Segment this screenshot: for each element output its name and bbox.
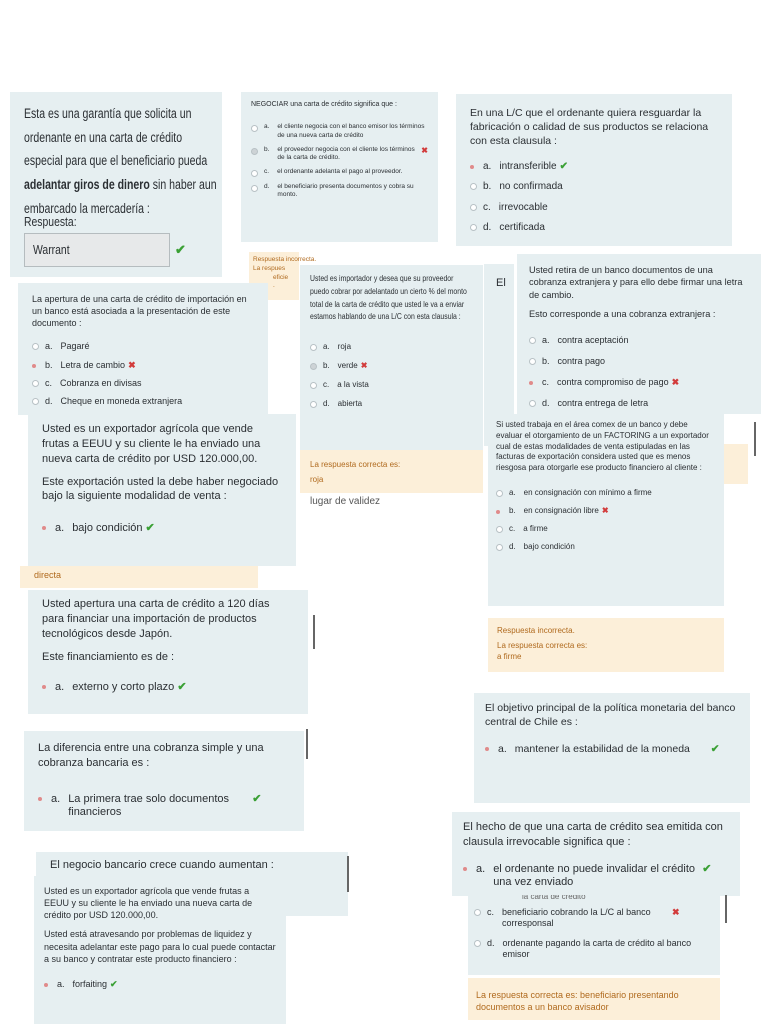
question-card-irrevocable — [452, 812, 740, 896]
option-b[interactable]: b. Letra de cambio ✖ — [32, 360, 254, 371]
option-d[interactable]: d. abierta — [310, 399, 473, 409]
question-card-factoring — [488, 414, 724, 606]
partial-text: lugar de validez — [310, 496, 381, 507]
radio-icon[interactable] — [251, 170, 258, 177]
radio-icon[interactable] — [470, 224, 477, 231]
option-a[interactable]: a. intransferible ✔ — [470, 161, 718, 174]
scrollbar-handle[interactable] — [306, 729, 308, 759]
selected-radio-icon[interactable] — [496, 510, 500, 514]
option-c[interactable]: c. irrevocable — [470, 202, 718, 215]
correct-check-icon: ✔ — [710, 743, 720, 756]
radio-icon[interactable] — [496, 526, 503, 533]
options-list — [44, 979, 276, 990]
question-card-negociar — [241, 92, 438, 242]
option-b[interactable]: b. verde ✖ — [310, 361, 473, 371]
scrollbar-handle[interactable] — [347, 856, 349, 892]
option-a[interactable]: a. roja — [310, 342, 473, 352]
radio-icon[interactable] — [310, 401, 317, 408]
options-list — [485, 743, 739, 756]
radio-icon[interactable] — [470, 183, 477, 190]
selected-radio-icon[interactable] — [32, 364, 36, 368]
correct-check-icon: ✔ — [110, 978, 118, 989]
selected-radio-icon[interactable] — [463, 867, 467, 871]
radio-icon[interactable] — [529, 400, 536, 407]
feedback-box: Respuesta incorrecta. La respues eficie . — [249, 252, 299, 300]
answer-input[interactable]: Warrant — [24, 233, 170, 267]
option-d[interactable]: d. ordenante pagando la carta de crédito al banco emisor — [474, 938, 714, 961]
question-card-financiamiento — [28, 590, 308, 714]
incorrect-x-icon: ✖ — [421, 145, 428, 155]
question-card-lc-clausula — [456, 94, 732, 246]
feedback-box: Respuesta incorrecta. La respuesta correcta es: a firme — [488, 618, 724, 672]
question-text: El objetivo principal de la política monetaria del banco central de Chile es : — [485, 702, 736, 729]
selected-radio-icon[interactable] — [38, 797, 42, 801]
option-b[interactable]: b. el proveedor negocia con el cliente los términos de la carta de crédito. ✖ — [251, 146, 428, 162]
selected-radio-icon[interactable] — [44, 983, 48, 987]
options-list — [42, 522, 282, 536]
question-card-warrant — [10, 92, 222, 277]
question-card-importador — [300, 265, 483, 493]
option-b[interactable]: b. no confirmada — [470, 181, 718, 194]
scrollbar-handle[interactable] — [754, 422, 756, 456]
correct-check-icon: ✔ — [559, 160, 568, 172]
option-d[interactable]: d. contra entrega de letra — [529, 398, 749, 409]
question-card-forfaiting — [34, 876, 286, 1024]
radio-icon[interactable] — [251, 148, 258, 155]
correct-check-icon: ✔ — [145, 522, 155, 535]
options-list — [251, 123, 428, 199]
question-card-modalidad — [28, 414, 296, 566]
option-a[interactable]: a. el ordenante no puede invalidar el crédito una vez enviado ✔ — [463, 863, 729, 891]
correct-check-icon: ✔ — [702, 862, 712, 875]
selected-radio-icon[interactable] — [42, 685, 46, 689]
option-c[interactable]: c. beneficiario cobrando la L/C al banco corresponsal ✖ — [474, 907, 714, 930]
question-text: Esta es una garantía que solicita un ordenante en una carta de crédito especial para que el beneficiario pueda adelantar giros de dinero sin haber aun embarcado la mercadería : — [24, 106, 217, 216]
options-list — [529, 335, 749, 410]
scrollbar-handle[interactable] — [313, 615, 315, 649]
question-text: Usted apertura una carta de crédito a 120 días para financiar una importación de productos tecnológicos desde Japón. — [42, 598, 270, 640]
option-c[interactable]: c. el ordenante adelanta el pago al proveedor. — [251, 168, 428, 177]
question-text: La apertura de una carta de crédito de importación en un banco está asociada a la presentación de este documento : — [32, 294, 247, 329]
partial-card: El — [484, 264, 514, 446]
option-d[interactable]: d. Cheque en moneda extranjera — [32, 396, 254, 407]
options-list — [32, 341, 254, 407]
option-d[interactable]: d. el beneficiario presenta documentos y cobra su monto. — [251, 183, 428, 199]
question-text: NEGOCIAR una carta de crédito significa que : — [251, 101, 397, 108]
radio-icon[interactable] — [310, 344, 317, 351]
option-a[interactable]: a. el cliente negocia con el banco emisor los términos de una nueva carta de crédito — [251, 123, 428, 139]
option-a[interactable]: a. en consignación con mínimo a firme — [496, 488, 716, 498]
question-text-2: Esto corresponde a una cobranza extranjera : — [529, 309, 716, 320]
option-a[interactable]: a. contra aceptación — [529, 335, 749, 346]
radio-icon[interactable] — [32, 398, 39, 405]
incorrect-x-icon: ✖ — [128, 359, 136, 370]
radio-icon[interactable] — [496, 490, 503, 497]
options-list — [463, 863, 729, 891]
radio-icon[interactable] — [32, 380, 39, 387]
question-card-letra — [517, 254, 761, 414]
option-a[interactable]: a. La primera trae solo documentos financieros ✔ — [38, 793, 290, 821]
question-text: Usted es un exportador agrícola que vende frutas a EEUU y su cliente le ha enviado una nueva carta de crédito por USD 120.000,00. — [44, 886, 253, 921]
option-b[interactable]: b. en consignación libre ✖ — [496, 506, 716, 516]
correct-check-icon: ✔ — [175, 242, 186, 257]
option-d[interactable]: d. bajo condición — [496, 542, 716, 552]
radio-icon[interactable] — [310, 363, 317, 370]
radio-icon[interactable] — [32, 343, 39, 350]
correct-check-icon: ✔ — [177, 681, 187, 694]
incorrect-x-icon: ✖ — [671, 377, 680, 388]
radio-icon[interactable] — [529, 337, 536, 344]
radio-icon[interactable] — [474, 940, 481, 947]
options-list — [38, 793, 290, 821]
option-c[interactable]: c. a la vista — [310, 380, 473, 390]
question-card-apertura — [18, 283, 268, 415]
radio-icon[interactable] — [474, 909, 481, 916]
incorrect-x-icon: ✖ — [360, 361, 368, 371]
options-list — [474, 907, 714, 960]
selected-radio-icon[interactable] — [529, 381, 533, 385]
question-text: La diferencia entre una cobranza simple y una cobranza bancaria es : — [38, 742, 264, 769]
option-b[interactable]: b. contra pago — [529, 356, 749, 367]
option-c[interactable]: c. Cobranza en divisas — [32, 378, 254, 389]
options-list — [470, 161, 718, 235]
radio-icon[interactable] — [496, 544, 503, 551]
selected-radio-icon[interactable] — [42, 526, 46, 530]
option-c[interactable]: c. a firme — [496, 524, 716, 534]
answer-label: Respuesta: — [24, 214, 77, 229]
option-c[interactable]: c. contra compromiso de pago ✖ — [529, 377, 749, 388]
question-text-2: Este financiamiento es de : — [42, 650, 175, 663]
question-text-2: Este exportación usted la debe haber negociado bajo la siguiente modalidad de venta : — [42, 475, 279, 503]
question-text: Usted es un exportador agrícola que vende frutas a EEUU y su cliente le ha enviado una nueva carta de crédito por USD 120.000,00. — [42, 423, 261, 465]
question-text: Usted es importador y desea que su proveedor puedo cobrar por adelantado un cierto % del monto total de la carta de crédito que usted le va a enviar estamos hablando de una L/C con esta clausula : — [310, 274, 467, 322]
question-text: Usted retira de un banco documentos de una cobranza extranjera y para ello debe firmar una letra de cambio. — [529, 265, 743, 300]
option-a[interactable]: a. Pagaré — [32, 341, 254, 352]
question-text: En una L/C que el ordenante quiera resguardar la fabricación o calidad de sus productos se relaciona con esta clausula : — [470, 107, 709, 148]
incorrect-x-icon: ✖ — [601, 505, 609, 515]
radio-icon[interactable] — [529, 358, 536, 365]
selected-radio-icon[interactable] — [485, 747, 489, 751]
question-text: Si usted trabaja en el área comex de un banco y debe evaluar el otorgamiento de un FACTORING a un exportador cual de estas modalidades de venta estipuladas en las facturas de exportación considera usted que es menos riesgosa para otorgarle ese producto financiero al cliente : — [496, 420, 709, 473]
option-d[interactable]: d. certificada — [470, 222, 718, 235]
option-a[interactable]: a. externo y corto plazo ✔ — [42, 681, 294, 695]
option-a[interactable]: a. bajo condición ✔ — [42, 522, 282, 536]
options-list — [42, 681, 294, 695]
question-text: El hecho de que una carta de crédito sea emitida con clausula irrevocable significa que : — [463, 821, 723, 848]
radio-icon[interactable] — [470, 204, 477, 211]
option-a[interactable]: a. mantener la estabilidad de la moneda ✔ — [485, 743, 739, 756]
question-text: El negocio bancario crece cuando aumentan : — [50, 859, 274, 871]
incorrect-x-icon: ✖ — [672, 907, 680, 917]
options-list — [496, 488, 716, 552]
radio-icon[interactable] — [251, 125, 258, 132]
question-card-politica-monetaria — [474, 693, 750, 803]
question-card-cobranza — [24, 731, 304, 831]
feedback-box: La respuesta correcta es: roja — [300, 450, 483, 493]
question-card-irrevocable-options: la carta de crédito c. beneficiario cobrando la L/C al banco corresponsal ✖ d. ordenante pagando la carta de crédito al banco emisor — [468, 895, 720, 975]
feedback-box: directa — [20, 566, 258, 588]
option-a[interactable]: a. forfaiting ✔ — [44, 979, 276, 990]
question-text-2: Usted está atravesando por problemas de liquidez y necesita adelantar este pago para lo cual puede contactar a su banco y contratar este producto financiero : — [44, 929, 276, 964]
radio-icon[interactable] — [251, 185, 258, 192]
feedback-box: La respuesta correcta es: beneficiario presentando documentos a un banco avisador — [468, 978, 720, 1020]
scrollbar-handle[interactable] — [725, 895, 727, 923]
radio-icon[interactable] — [310, 382, 317, 389]
selected-radio-icon[interactable] — [470, 165, 474, 169]
options-list — [310, 342, 473, 409]
correct-check-icon: ✔ — [252, 792, 262, 805]
